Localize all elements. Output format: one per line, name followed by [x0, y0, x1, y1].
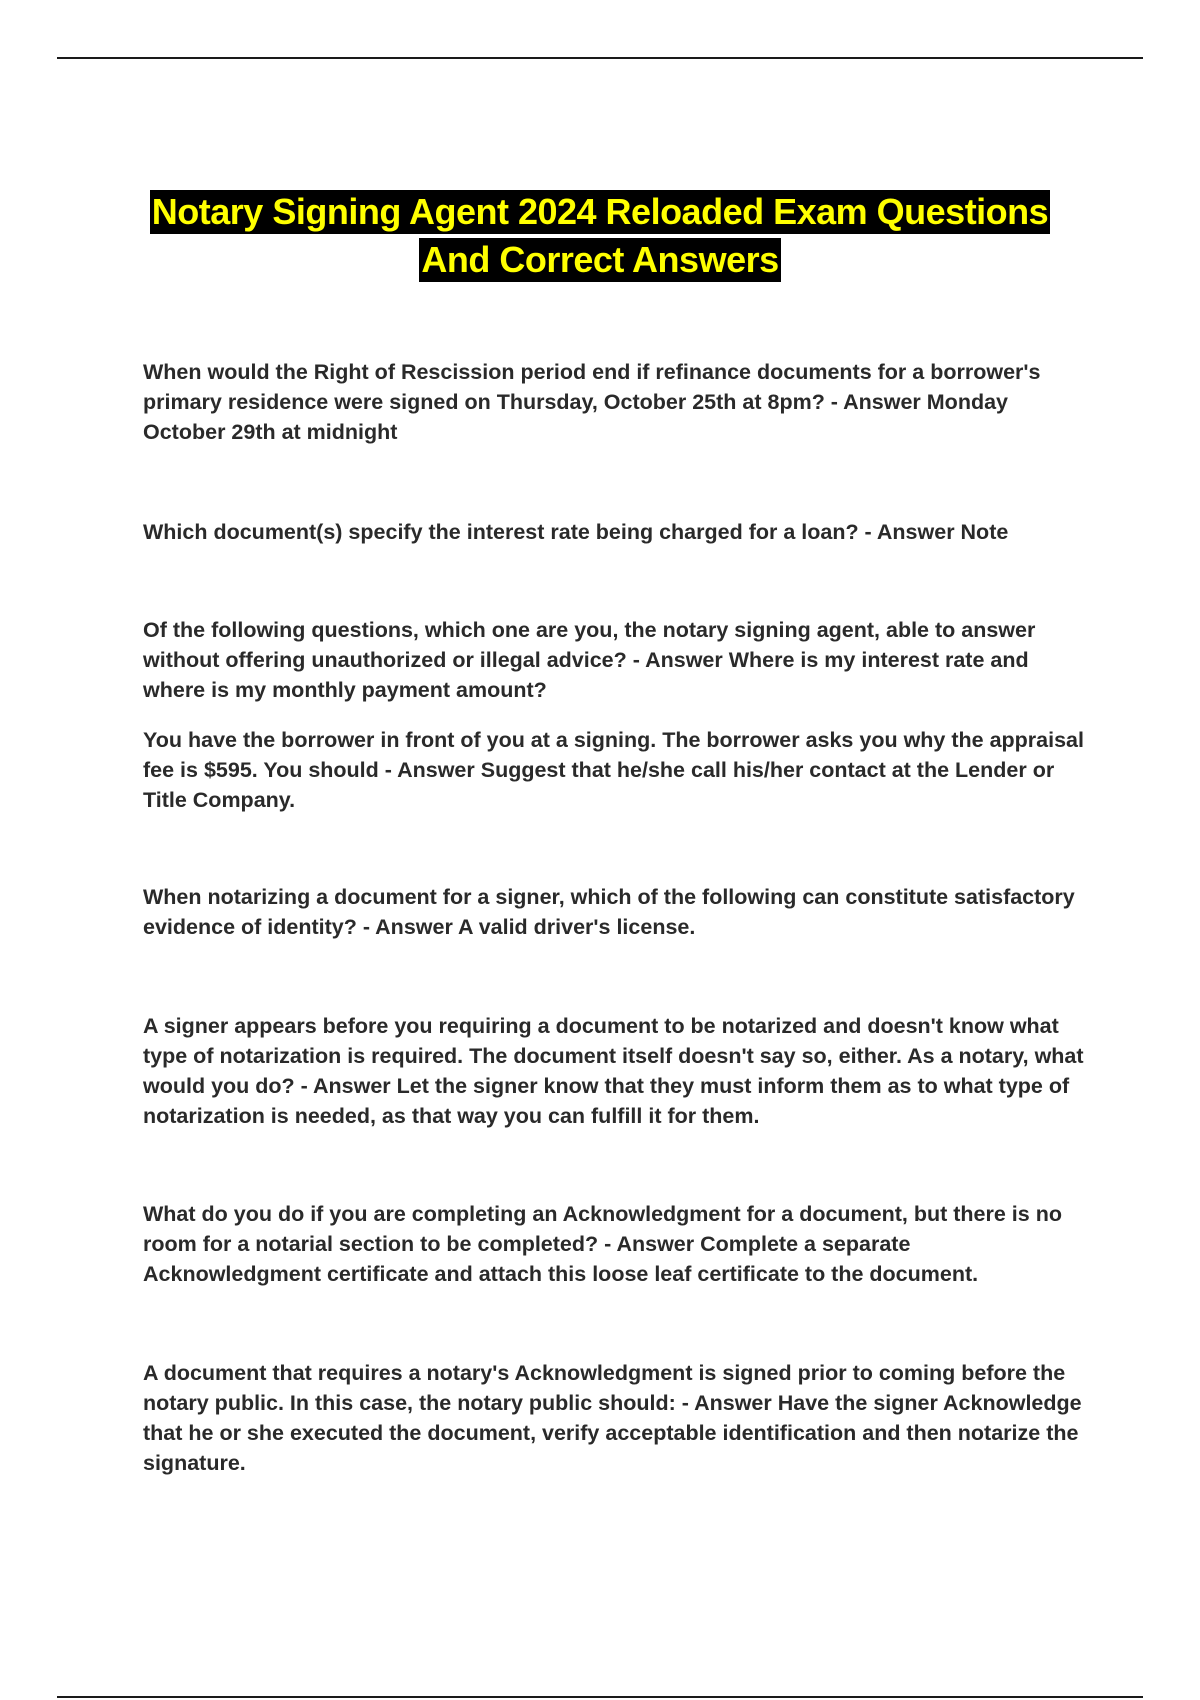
title-line-1: Notary Signing Agent 2024 Reloaded Exam Questions — [151, 191, 1049, 232]
qa-item-8: A document that requires a notary's Acknowledgment is signed prior to coming before the notary public. In this case, the notary public should: - Answer Have the signer Acknowledge that he or she executed the document, verify acceptable identification and then notarize the signature. — [143, 1361, 1082, 1475]
document-title — [60, 190, 1140, 282]
footer-rule — [57, 1696, 1143, 1698]
qa-item-6: A signer appears before you requiring a document to be notarized and doesn't know what type of notarization is required. The document itself doesn't say so, either. As a notary, what would you do? - Answer Let the signer know that they must inform them as to what type of notarization is needed, as that way you can fulfill it for them. — [143, 1014, 1084, 1128]
title-line-2: And Correct Answers — [421, 239, 779, 280]
qa-item-5: When notarizing a document for a signer, which of the following can constitute satisfactory evidence of identity? - Answer A valid driver's license. — [143, 885, 1075, 939]
qa-item-4: You have the borrower in front of you at a signing. The borrower asks you why the appraisal fee is $595. You should - Answer Suggest that he/she call his/her contact at the Lender or Title Company. — [143, 728, 1084, 812]
header-rule — [57, 57, 1143, 59]
qa-item-3: Of the following questions, which one are you, the notary signing agent, able to answer without offering unauthorized or illegal advice? - Answer Where is my interest rate and where is my monthly payment amount? — [143, 618, 1036, 702]
qa-item-2: Which document(s) specify the interest rate being charged for a loan? - Answer Note — [143, 520, 1009, 544]
qa-item-1: When would the Right of Rescission period end if refinance documents for a borrower's primary residence were signed on Thursday, October 25th at 8pm? - Answer Monday October 29th at midnight — [143, 360, 1041, 444]
qa-item-7: What do you do if you are completing an Acknowledgment for a document, but there is no room for a notarial section to be completed? - Answer Complete a separate Acknowledgment certificate and attach this loose leaf certificate to the document. — [143, 1202, 1062, 1286]
